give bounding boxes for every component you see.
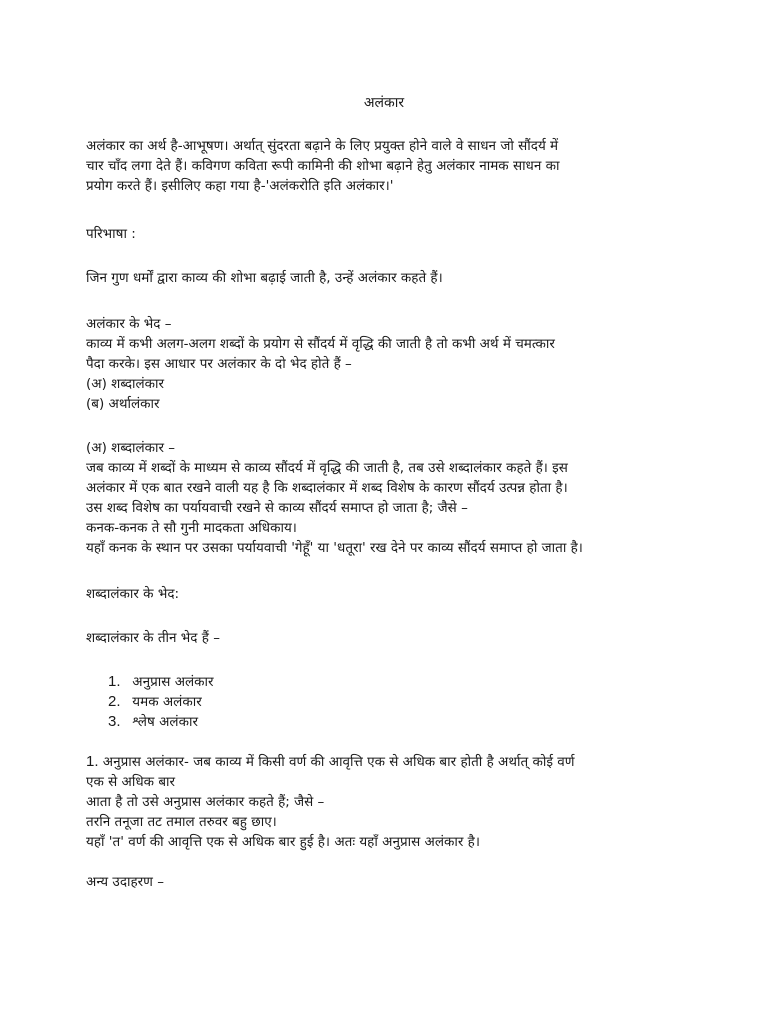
- anupras-line: यहाँ 'त' वर्ण की आवृत्ति एक से अधिक बार हुई है। अतः यहाँ अनुप्रास अलंकार है।: [86, 834, 480, 850]
- types-item: (अ) शब्दालंकार: [86, 376, 165, 392]
- list-number: 2.: [108, 693, 121, 710]
- list-item: [108, 712, 214, 732]
- list-number: 3.: [108, 713, 121, 730]
- shabdalankar-line: अलंकार में एक बात रखने वाली यह है कि शब्दालंकार में शब्द विशेष के कारण सौंदर्य उत्पन्न होता है।: [86, 480, 568, 496]
- anupras-line: एक से अधिक बार: [86, 774, 176, 790]
- list-number: 1.: [108, 673, 121, 690]
- types-heading: अलंकार के भेद –: [86, 316, 172, 332]
- types-item: (ब) अर्थालंकार: [86, 396, 160, 412]
- anupras-line: आता है तो उसे अनुप्रास अलंकार कहते हैं; जैसे –: [86, 794, 325, 810]
- shabdalankar-line: यहाँ कनक के स्थान पर उसका पर्यायवाची 'गेहूँ' या 'धतूरा' रख देने पर काव्य सौंदर्य समाप्त हो जाता है।: [86, 540, 583, 556]
- shabdalankar-types-heading: शब्दालंकार के भेद:: [86, 586, 180, 602]
- document-title: अलंकार: [363, 95, 405, 111]
- other-examples-heading: अन्य उदाहरण –: [86, 874, 164, 890]
- anupras-line-text: अनुप्रास अलंकार- जब काव्य में किसी वर्ण की आवृत्ति एक से अधिक बार होती है अर्थात् कोई वर्ण: [98, 754, 575, 770]
- shabdalankar-types-intro: शब्दालंकार के तीन भेद हैं –: [86, 630, 220, 646]
- list-label: श्लेष अलंकार: [132, 714, 198, 730]
- shabdalankar-section: [86, 438, 686, 558]
- types-line: पैदा करके। इस आधार पर अलंकार के दो भेद होते हैं –: [86, 356, 352, 372]
- types-line: काव्य में कभी अलग-अलग शब्दों के प्रयोग से सौंदर्य में वृद्धि की जाती है तो कभी अर्थ में चमत्कार: [86, 336, 555, 352]
- shabdalankar-line: जब काव्य में शब्दों के माध्यम से काव्य सौंदर्य में वृद्धि की जाती है, तब उसे शब्दालंकार कहते हैं। इस: [86, 460, 568, 476]
- shabdalankar-line: उस शब्द विशेष का पर्यायवाची रखने से काव्य सौंदर्य समाप्त हो जाता है; जैसे –: [86, 500, 468, 516]
- intro-paragraph: [86, 136, 686, 196]
- definition-text: जिन गुण धर्मों द्वारा काव्य की शोभा बढ़ाई जाती है, उन्हें अलंकार कहते हैं।: [86, 270, 443, 286]
- intro-line: प्रयोग करते हैं। इसीलिए कहा गया है-'अलंकरोति इति अलंकार।': [86, 178, 394, 194]
- intro-line: अलंकार का अर्थ है-आभूषण। अर्थात् सुंदरता बढ़ाने के लिए प्रयुक्त होने वाले वे साधन जो सौंदर्य में: [86, 138, 559, 154]
- anupras-number: 1.: [86, 753, 99, 770]
- list-item: [108, 672, 214, 692]
- anupras-first-line: [86, 752, 686, 772]
- shabdalankar-example: कनक-कनक ते सौ गुनी मादकता अधिकाय।: [86, 520, 297, 536]
- intro-line: चार चाँद लगा देते हैं। कविगण कविता रूपी कामिनी की शोभा बढ़ाने हेतु अलंकार नामक साधन का: [86, 158, 560, 174]
- definition-heading: परिभाषा :: [86, 226, 136, 242]
- list-label: यमक अलंकार: [132, 694, 202, 710]
- anupras-example: तरनि तनूजा तट तमाल तरुवर बहु छाए।: [86, 814, 277, 830]
- shabdalankar-heading: (अ) शब्दालंकार –: [86, 440, 176, 456]
- list-item: [108, 692, 214, 712]
- anupras-section: [86, 752, 686, 852]
- types-section: [86, 314, 686, 414]
- shabdalankar-types-list: [108, 672, 214, 732]
- list-label: अनुप्रास अलंकार: [132, 674, 214, 690]
